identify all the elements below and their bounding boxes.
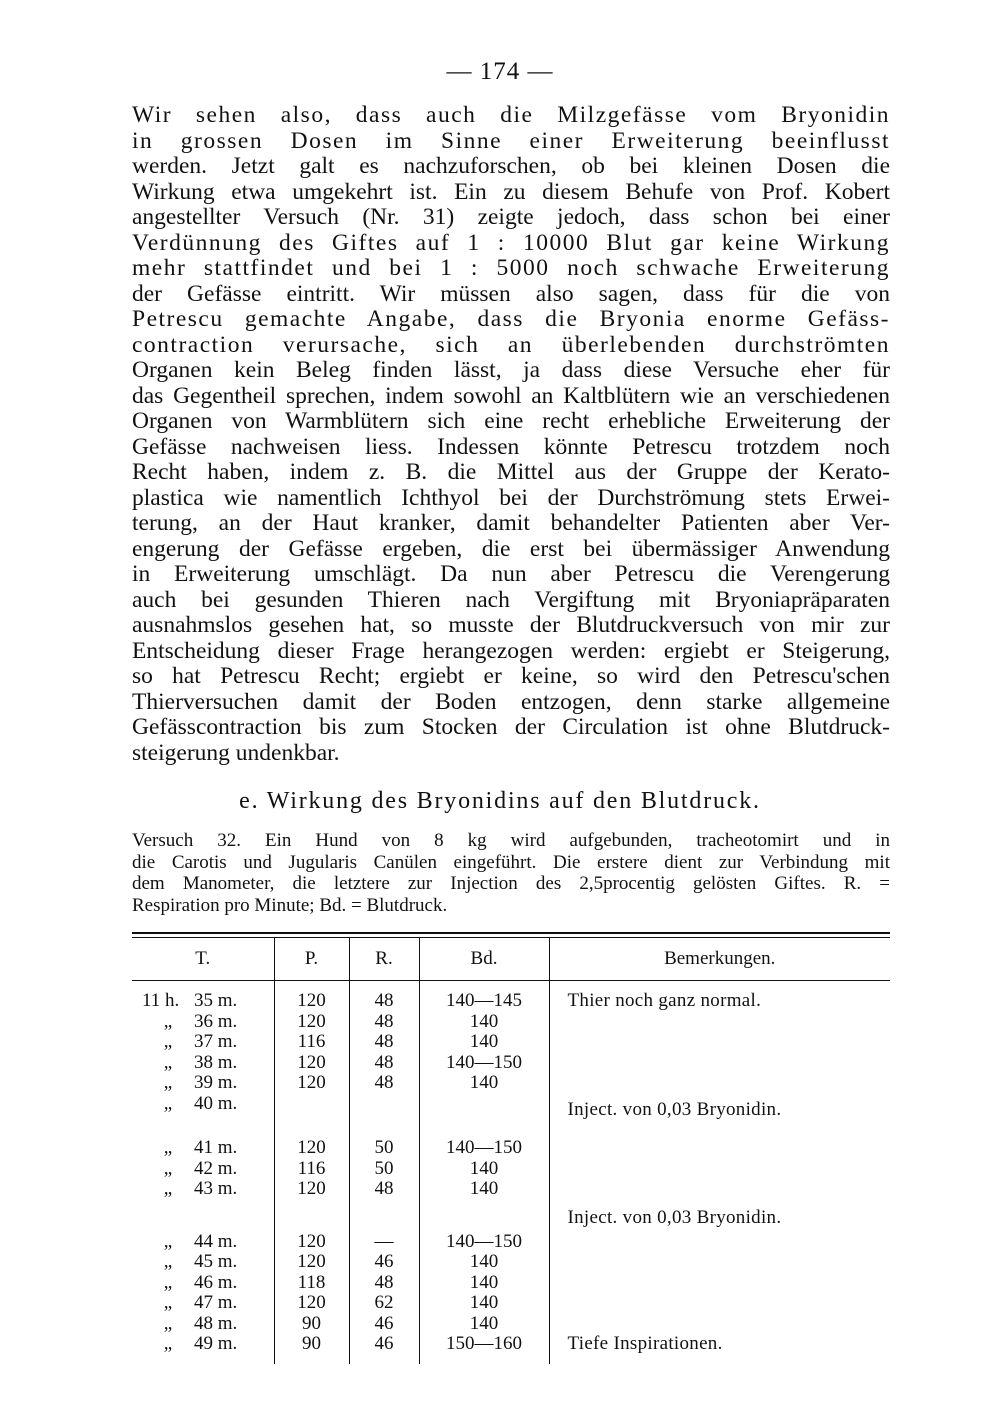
- blood-pressure-cell: 140: [419, 1179, 549, 1200]
- pulse-cell: 90: [274, 1314, 349, 1335]
- respiration-cell: [349, 1094, 419, 1121]
- pulse-cell: 90: [274, 1334, 349, 1364]
- paragraph-line: Wir sehen also, dass auch die Milzgefässe vom Bryonidin: [132, 103, 890, 128]
- ditto-mark: „: [163, 1092, 173, 1114]
- minute-value: 46 m.: [194, 1271, 238, 1293]
- ditto-mark: „: [163, 1157, 173, 1179]
- paragraph-line: plastica wie namentlich Ichthyol bei der Durchströmung stets Erwei-: [132, 485, 890, 511]
- ditto-mark: „: [163, 1292, 173, 1313]
- time-cell: [132, 1094, 274, 1121]
- remark-cell: Tiefe Inspirationen.: [567, 1333, 723, 1354]
- pulse-cell: 116: [274, 1032, 349, 1053]
- pulse-cell: 116: [274, 1159, 349, 1180]
- ditto-mark: „: [163, 1051, 173, 1073]
- respiration-cell: 48: [349, 1012, 419, 1033]
- remark-cell: Inject. von 0,03 Bryonidin.: [567, 1098, 782, 1120]
- paragraph-line: angestellter Versuch (Nr. 31) zeigte jedoch, dass schon bei einer: [132, 205, 890, 230]
- remark-cell: [549, 1252, 890, 1273]
- remark-cell: [549, 1273, 890, 1294]
- column-header-remarks: Bemerkungen.: [549, 938, 890, 981]
- table-row: [132, 1094, 890, 1121]
- respiration-cell: 50: [349, 1159, 419, 1180]
- table-row: [132, 1032, 890, 1053]
- column-header-blood-pressure: Bd.: [419, 938, 549, 981]
- table-row: [132, 1334, 890, 1364]
- pulse-cell: 120: [274, 1252, 349, 1273]
- ditto-mark: „: [163, 1137, 173, 1158]
- blood-pressure-cell: 140: [419, 1273, 549, 1294]
- pulse-cell: [274, 1094, 349, 1121]
- remark-cell: [549, 1159, 890, 1180]
- pulse-cell: 120: [274, 1053, 349, 1074]
- blood-pressure-cell: 140: [419, 1032, 549, 1053]
- paragraph-line: Organen kein Beleg finden lässt, ja dass diese Versuche eher für: [132, 358, 890, 383]
- paragraph-line: Gefässcontraction bis zum Stocken der Circulation ist ohne Blutdruck-: [132, 715, 890, 740]
- table-row: [132, 1314, 890, 1335]
- respiration-cell: 50: [349, 1138, 419, 1159]
- table-header-row: [132, 938, 890, 981]
- ditto-mark: „: [163, 1271, 173, 1293]
- time-cell: [132, 1053, 274, 1074]
- ditto-mark: „: [163, 1333, 173, 1354]
- pulse-cell: 120: [274, 1073, 349, 1094]
- paragraph-line: Thierversuchen damit der Boden entzogen, denn starke allgemeine: [132, 689, 890, 715]
- pulse-cell: 120: [274, 1179, 349, 1200]
- measurement-table: [132, 938, 890, 1364]
- paragraph-line: Organen von Warmblütern sich eine recht erhebliche Erweiterung der: [132, 409, 890, 434]
- paragraph-line: auch bei gesunden Thieren nach Vergiftung mit Bryoniapräparaten: [132, 587, 890, 613]
- table-row: [132, 1273, 890, 1294]
- blood-pressure-cell: 140: [419, 1314, 549, 1335]
- column-header-respiration: R.: [349, 938, 419, 981]
- paragraph-line: Wirkung etwa umgekehrt ist. Ein zu diesem Behufe von Prof. Kobert: [132, 179, 890, 205]
- remark-cell: [549, 1053, 890, 1074]
- paragraph-line: Verdünnung des Giftes auf 1 : 10000 Blut gar keine Wirkung: [132, 230, 890, 256]
- time-cell: [132, 1032, 274, 1053]
- paragraph-line: so hat Petrescu Recht; ergiebt er keine, so wird den Petrescu'schen: [132, 664, 890, 689]
- paragraph-line: in grossen Dosen im Sinne einer Erweiterung beeinflusst: [132, 128, 890, 154]
- table-row: [132, 1053, 890, 1074]
- pulse-cell: 120: [274, 1012, 349, 1033]
- minute-value: 45 m.: [194, 1251, 238, 1272]
- ditto-mark: „: [163, 1230, 173, 1252]
- minute-value: 42 m.: [194, 1157, 238, 1179]
- table-row: [132, 1159, 890, 1180]
- remark-cell: [549, 1232, 890, 1253]
- ditto-mark: „: [163, 1312, 173, 1334]
- minute-value: 37 m.: [194, 1031, 238, 1052]
- blood-pressure-cell: 140—145: [419, 981, 549, 1012]
- time-cell: [132, 1252, 274, 1273]
- paragraph-line: Gefässe nachweisen liess. Indessen könnte Petrescu trotzdem noch: [132, 434, 890, 460]
- blood-pressure-cell: 140: [419, 1159, 549, 1180]
- paragraph-line: der Gefässe eintritt. Wir müssen also sagen, dass für die von: [132, 281, 890, 307]
- blood-pressure-cell: [419, 1200, 549, 1232]
- remark-cell: [549, 1138, 890, 1159]
- remark-cell: [549, 1012, 890, 1033]
- paragraph-line: Recht haben, indem z. B. die Mittel aus der Gruppe der Kerato-: [132, 460, 890, 485]
- minute-value: 41 m.: [194, 1137, 238, 1158]
- table-top-rule: [132, 932, 890, 934]
- respiration-cell: 46: [349, 1334, 419, 1364]
- minute-value: 48 m.: [194, 1312, 238, 1334]
- table-row: [132, 1073, 890, 1094]
- blood-pressure-cell: 140—150: [419, 1138, 549, 1159]
- table-spacer-row: [132, 1120, 890, 1138]
- experiment-line: Respiration pro Minute; Bd. = Blutdruck.: [132, 894, 448, 916]
- respiration-cell: 48: [349, 1073, 419, 1094]
- ditto-mark: „: [163, 1178, 173, 1199]
- respiration-cell: 48: [349, 1179, 419, 1200]
- paragraph-line: engerung der Gefässe ergeben, die erst bei übermässiger Anwendung: [132, 536, 890, 562]
- paragraph-line: in Erweiterung umschlägt. Da nun aber Petrescu die Verengerung: [132, 562, 890, 587]
- remark-cell: [549, 1293, 890, 1314]
- respiration-cell: 48: [349, 1273, 419, 1294]
- respiration-cell: [349, 1200, 419, 1232]
- paragraph-line: das Gegentheil sprechen, indem sowohl an Kaltblütern wie an verschiedenen: [132, 383, 890, 409]
- respiration-cell: —: [349, 1232, 419, 1253]
- time-cell: [132, 981, 274, 1012]
- ditto-mark: „: [163, 1251, 173, 1272]
- pulse-cell: 120: [274, 981, 349, 1012]
- body-paragraph: [132, 103, 890, 766]
- respiration-cell: 48: [349, 1032, 419, 1053]
- time-cell: [132, 1314, 274, 1335]
- paragraph-line: ausnahmslos gesehen hat, so musste der Blutdruckversuch von mir zur: [132, 613, 890, 638]
- ditto-mark: „: [163, 1010, 173, 1032]
- minute-value: 38 m.: [194, 1051, 238, 1073]
- paragraph-line: terung, an der Haut kranker, damit behandelter Patienten aber Ver-: [132, 511, 890, 536]
- section-heading: e. Wirkung des Bryonidins auf den Blutdruck.: [239, 788, 761, 814]
- table-row: [132, 981, 890, 1012]
- time-cell: [132, 1012, 274, 1033]
- time-cell: [132, 1073, 274, 1094]
- paragraph-line: steigerung undenkbar.: [132, 740, 340, 766]
- respiration-cell: 46: [349, 1314, 419, 1335]
- minute-value: 43 m.: [194, 1178, 238, 1199]
- paragraph-line: Entscheidung dieser Frage herangezogen werden: ergiebt er Steigerung,: [132, 638, 890, 664]
- table-row: [132, 1012, 890, 1033]
- paragraph-line: mehr stattfindet und bei 1 : 5000 noch schwache Erweiterung: [132, 256, 890, 281]
- blood-pressure-cell: 140: [419, 1252, 549, 1273]
- remark-cell: [549, 1314, 890, 1335]
- experiment-line: die Carotis und Jugularis Canülen eingeführt. Die erstere dient zur Verbindung mit: [132, 851, 890, 873]
- blood-pressure-cell: [419, 1094, 549, 1121]
- paragraph-line: contraction verursache, sich an überlebenden durchströmten: [132, 332, 890, 358]
- table-row: [132, 1293, 890, 1314]
- pulse-cell: 120: [274, 1293, 349, 1314]
- table-row: [132, 1138, 890, 1159]
- blood-pressure-cell: 140—150: [419, 1232, 549, 1253]
- table-row: [132, 1179, 890, 1200]
- minute-value: 39 m.: [194, 1072, 238, 1093]
- time-cell: [132, 1138, 274, 1159]
- time-cell: [132, 1293, 274, 1314]
- table-row: [132, 1252, 890, 1273]
- blood-pressure-cell: 140: [419, 1012, 549, 1033]
- ditto-mark: „: [163, 1072, 173, 1093]
- remark-cell: Thier noch ganz normal.: [567, 990, 762, 1011]
- blood-pressure-cell: 140—150: [419, 1053, 549, 1074]
- time-cell: [132, 1232, 274, 1253]
- minute-value: 49 m.: [194, 1333, 238, 1354]
- minute-value: 44 m.: [194, 1230, 238, 1252]
- time-cell: [132, 1159, 274, 1180]
- hour-value: 11 h.: [142, 990, 180, 1011]
- minute-value: 47 m.: [194, 1292, 238, 1313]
- paragraph-line: Petrescu gemachte Angabe, dass die Bryonia enorme Gefäss-: [132, 307, 890, 332]
- remark-cell: [549, 1073, 890, 1094]
- minute-value: 35 m.: [194, 990, 238, 1011]
- pulse-cell: 118: [274, 1273, 349, 1294]
- ditto-mark: „: [163, 1031, 173, 1052]
- page-number: — 174 —: [446, 58, 554, 85]
- remark-cell: [549, 1179, 890, 1200]
- experiment-line: dem Manometer, die letztere zur Injection des 2,5procentig gelösten Giftes. R. =: [132, 873, 890, 894]
- column-header-time: T.: [132, 938, 274, 981]
- blood-pressure-cell: 140: [419, 1073, 549, 1094]
- column-header-pulse: P.: [274, 938, 349, 981]
- measurement-table-container: [132, 932, 890, 1364]
- time-cell: [132, 1179, 274, 1200]
- minute-value: 36 m.: [194, 1010, 238, 1032]
- experiment-line: Versuch 32. Ein Hund von 8 kg wird aufgebunden, tracheotomirt und in: [132, 830, 890, 851]
- respiration-cell: 48: [349, 981, 419, 1012]
- pulse-cell: [274, 1200, 349, 1232]
- paragraph-line: werden. Jetzt galt es nachzuforschen, ob bei kleinen Dosen die: [132, 154, 890, 179]
- remark-cell: [549, 1032, 890, 1053]
- table-row: [132, 1200, 890, 1232]
- remark-cell: Inject. von 0,03 Bryonidin.: [567, 1206, 782, 1228]
- pulse-cell: 120: [274, 1232, 349, 1253]
- respiration-cell: 48: [349, 1053, 419, 1074]
- pulse-cell: 120: [274, 1138, 349, 1159]
- respiration-cell: 62: [349, 1293, 419, 1314]
- blood-pressure-cell: 140: [419, 1293, 549, 1314]
- time-cell: [132, 1334, 274, 1364]
- minute-value: 40 m.: [194, 1092, 238, 1114]
- time-cell: [132, 1200, 274, 1232]
- table-row: [132, 1232, 890, 1253]
- experiment-description: [132, 830, 890, 916]
- time-cell: [132, 1273, 274, 1294]
- respiration-cell: 46: [349, 1252, 419, 1273]
- blood-pressure-cell: 150—160: [419, 1334, 549, 1364]
